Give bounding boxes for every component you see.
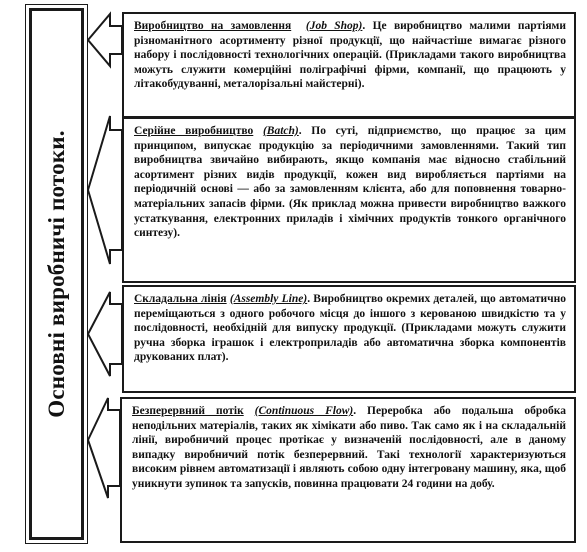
block-job-shop-text bbox=[134, 19, 566, 92]
block-batch bbox=[122, 117, 576, 283]
arrow-assembly-line bbox=[88, 292, 122, 376]
title-box bbox=[30, 9, 83, 539]
block-heading: Серійне виробництво bbox=[134, 125, 254, 137]
block-continuous-flow bbox=[120, 397, 576, 543]
arrow-continuous-flow bbox=[88, 398, 120, 498]
arrow-job-shop bbox=[88, 14, 122, 66]
block-heading-en: (Continuous Flow) bbox=[254, 405, 354, 417]
block-assembly-line-text bbox=[134, 292, 566, 365]
block-heading: Складальна лінія bbox=[134, 293, 227, 305]
block-batch-text bbox=[134, 124, 566, 241]
block-heading-en: (Batch) bbox=[262, 125, 299, 137]
block-heading: Виробництво на замовлення bbox=[134, 20, 292, 32]
block-body: . Виробництво окремих деталей, що автоматично переміщаються з одного робочого місця до іншого з керованою швидкістю та у послідовності, необхідній для випуску продукції. (Прикладами можуть служити ручна зборка іграшок і електроприладів або автоматична зборка компонентів друкованих плат). bbox=[134, 293, 566, 364]
block-heading-en: (Job Shop) bbox=[305, 20, 363, 32]
block-continuous-flow-text bbox=[132, 404, 566, 492]
arrow-batch bbox=[88, 116, 122, 264]
block-heading: Безперервний потік bbox=[132, 405, 244, 417]
block-body: . Це виробництво малими партіями різноманітного асортименту різної продукції, що найчастіше вимагає різного набору і послідовності технологічних операцій. (Прикладами такого виробництва можуть служити комерційні поліграфічні фірми, компанії, що працюють у літакобудуванні, металорізальні майстерні). bbox=[134, 20, 567, 91]
block-heading-en: (Assembly Line) bbox=[229, 293, 308, 305]
block-body: . Переробка або подальша обробка неподільних матеріалів, таких як хімікати або пиво. Так само як і на складальній лінії, виробничий процес протікає у визначеній послідовності, але в даному випадку виробничий потік безперервний. Такі технології характеризуються високим рівнем автоматизації і являють собою одну інтегровану машину, яка, щоб уникнути зупинок та запусків, повинна працювати 24 години на добу. bbox=[132, 405, 566, 490]
diagram-title: Основні виробничі потоки. bbox=[43, 130, 69, 418]
block-assembly-line bbox=[122, 285, 576, 393]
block-job-shop bbox=[122, 12, 576, 118]
block-body: . По суті, підприємство, що працює за цим принципом, випускає продукцію за періодичними замовленнями. Такий тип виробництва звичайно вибирають, якщо компанія має відносно стабільний асортимент різних видів продукції, кожен вид виробляється партіями на періодичній основі — або за замовленням клієнта, або для поповнення товарно-матеріальних запасів фірми. (Як приклад можна привести виробництво важкого устаткування, електронних приладів і хімічних продуктів тонкого органічного синтезу). bbox=[134, 125, 566, 240]
